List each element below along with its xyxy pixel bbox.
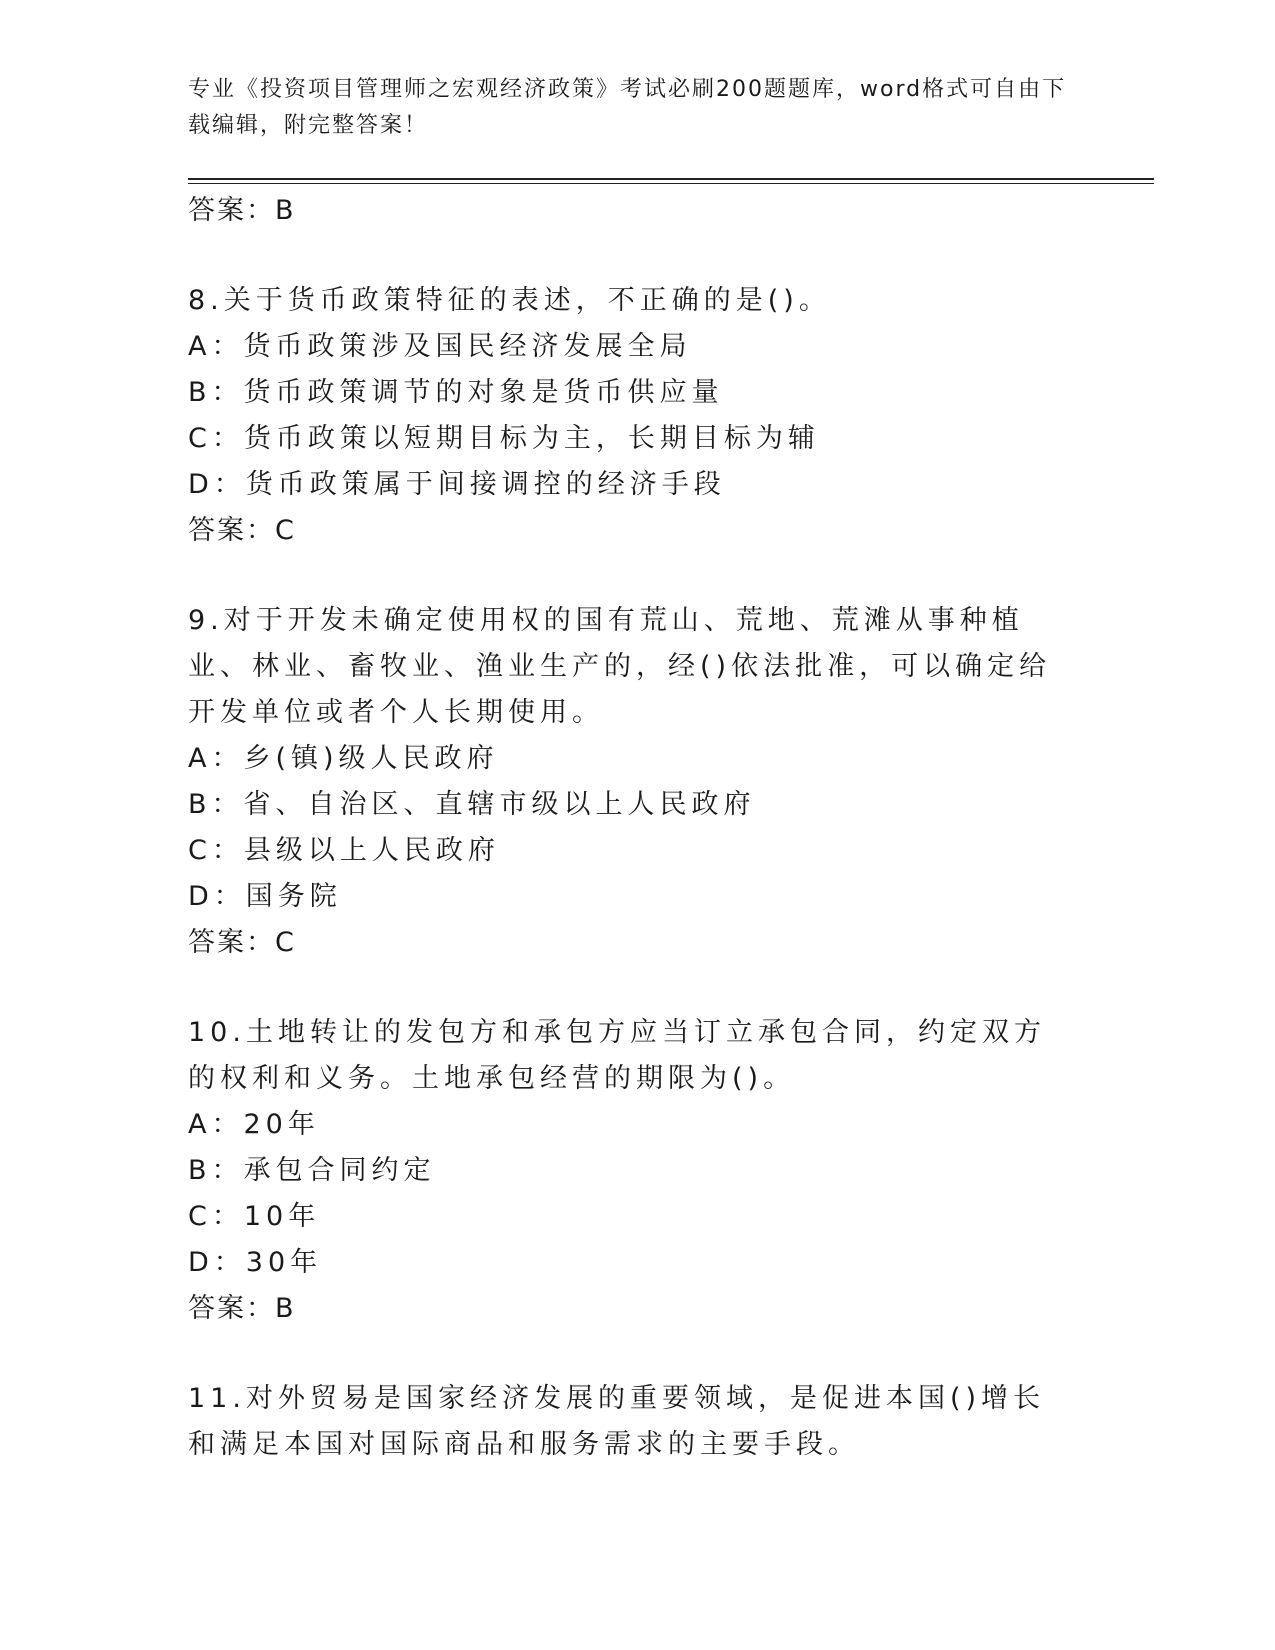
option-d: D：国务院 xyxy=(188,881,342,912)
option-c: C：10年 xyxy=(188,1201,321,1232)
option-a: A：货币政策涉及国民经济发展全局 xyxy=(188,331,692,362)
option-d: D：货币政策属于间接调控的经济手段 xyxy=(188,469,726,500)
question-10 xyxy=(188,1010,1088,1332)
option-c: C：货币政策以短期目标为主，长期目标为辅 xyxy=(188,423,820,454)
answer-line: 答案：C xyxy=(188,927,296,958)
header-divider-thick xyxy=(188,178,1154,180)
option-b: B：承包合同约定 xyxy=(188,1155,436,1186)
answer-line: 答案：C xyxy=(188,515,296,546)
option-c: C：县级以上人民政府 xyxy=(188,835,500,866)
question-8 xyxy=(188,278,1088,554)
header-divider-thin xyxy=(188,183,1154,184)
option-a: A：乡(镇)级人民政府 xyxy=(188,743,499,774)
page-header: 专业《投资项目管理师之宏观经济政策》考试必刷200题题库，word格式可自由下载编辑，附完整答案！ xyxy=(188,77,1067,138)
question-11 xyxy=(188,1376,1088,1468)
question-text: 10.土地转让的发包方和承包方应当订立承包合同，约定双方的权利和义务。土地承包经营的期限为()。 xyxy=(188,1017,1046,1094)
question-text: 11.对外贸易是国家经济发展的重要领域，是促进本国()增长和满足本国对国际商品和服务需求的主要手段。 xyxy=(188,1383,1046,1460)
option-d: D：30年 xyxy=(188,1247,323,1278)
document-content xyxy=(188,188,1088,1468)
answer-line: 答案：B xyxy=(188,195,296,226)
question-9 xyxy=(188,598,1088,966)
question-text: 8.关于货币政策特征的表述，不正确的是()。 xyxy=(188,285,831,316)
answer-line: 答案：B xyxy=(188,1293,296,1324)
option-b: B：省、自治区、直辖市级以上人民政府 xyxy=(188,789,756,820)
question-text: 9.对于开发未确定使用权的国有荒山、荒地、荒滩从事种植业、林业、畜牧业、渔业生产的，经()依法批准，可以确定给开发单位或者个人长期使用。 xyxy=(188,605,1052,728)
option-a: A：20年 xyxy=(188,1109,320,1140)
option-b: B：货币政策调节的对象是货币供应量 xyxy=(188,377,724,408)
